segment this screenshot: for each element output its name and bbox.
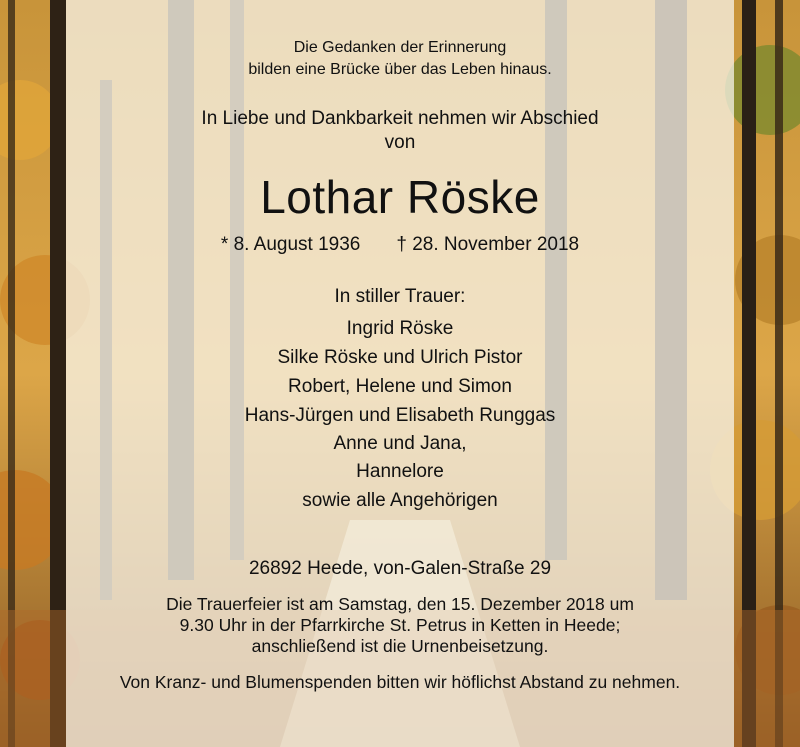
address: 26892 Heede, von-Galen-Straße 29 xyxy=(248,558,552,579)
notice-content xyxy=(66,0,734,747)
mourner-name: Hans-Jürgen und Elisabeth Runggas xyxy=(244,405,556,426)
mourner-name: Anne und Jana, xyxy=(333,433,467,454)
mourner-name: Hannelore xyxy=(356,461,444,482)
life-dates xyxy=(66,233,734,257)
flowers-note: Von Kranz- und Blumenspenden bitten wir höflichst Abstand zu nehmen. xyxy=(119,672,681,692)
motto-line-2: bilden eine Brücke über das Leben hinaus. xyxy=(248,61,552,78)
mourners-heading: In stiller Trauer: xyxy=(334,286,466,307)
intro-line-1: In Liebe und Dankbarkeit nehmen wir Abschied xyxy=(201,108,599,129)
intro-line-2: von xyxy=(384,132,416,153)
mourner-name: Ingrid Röske xyxy=(346,318,454,339)
death-date: † 28. November 2018 xyxy=(396,234,580,255)
ceremony-line-2: 9.30 Uhr in der Pfarrkirche St. Petrus in Ketten in Heede; xyxy=(179,615,621,635)
birth-date: * 8. August 1936 xyxy=(220,234,361,255)
mourner-name: Robert, Helene und Simon xyxy=(288,376,512,397)
mourner-name: Silke Röske und Ulrich Pistor xyxy=(277,347,523,368)
ceremony-line-3: anschließend ist die Urnenbeisetzung. xyxy=(251,636,549,656)
mourner-name: sowie alle Angehörigen xyxy=(302,490,498,511)
motto-line-1: Die Gedanken der Erinnerung xyxy=(293,39,507,56)
ceremony-line-1: Die Trauerfeier ist am Samstag, den 15. Dezember 2018 um xyxy=(166,594,634,614)
deceased-name: Lothar Röske xyxy=(260,171,540,223)
